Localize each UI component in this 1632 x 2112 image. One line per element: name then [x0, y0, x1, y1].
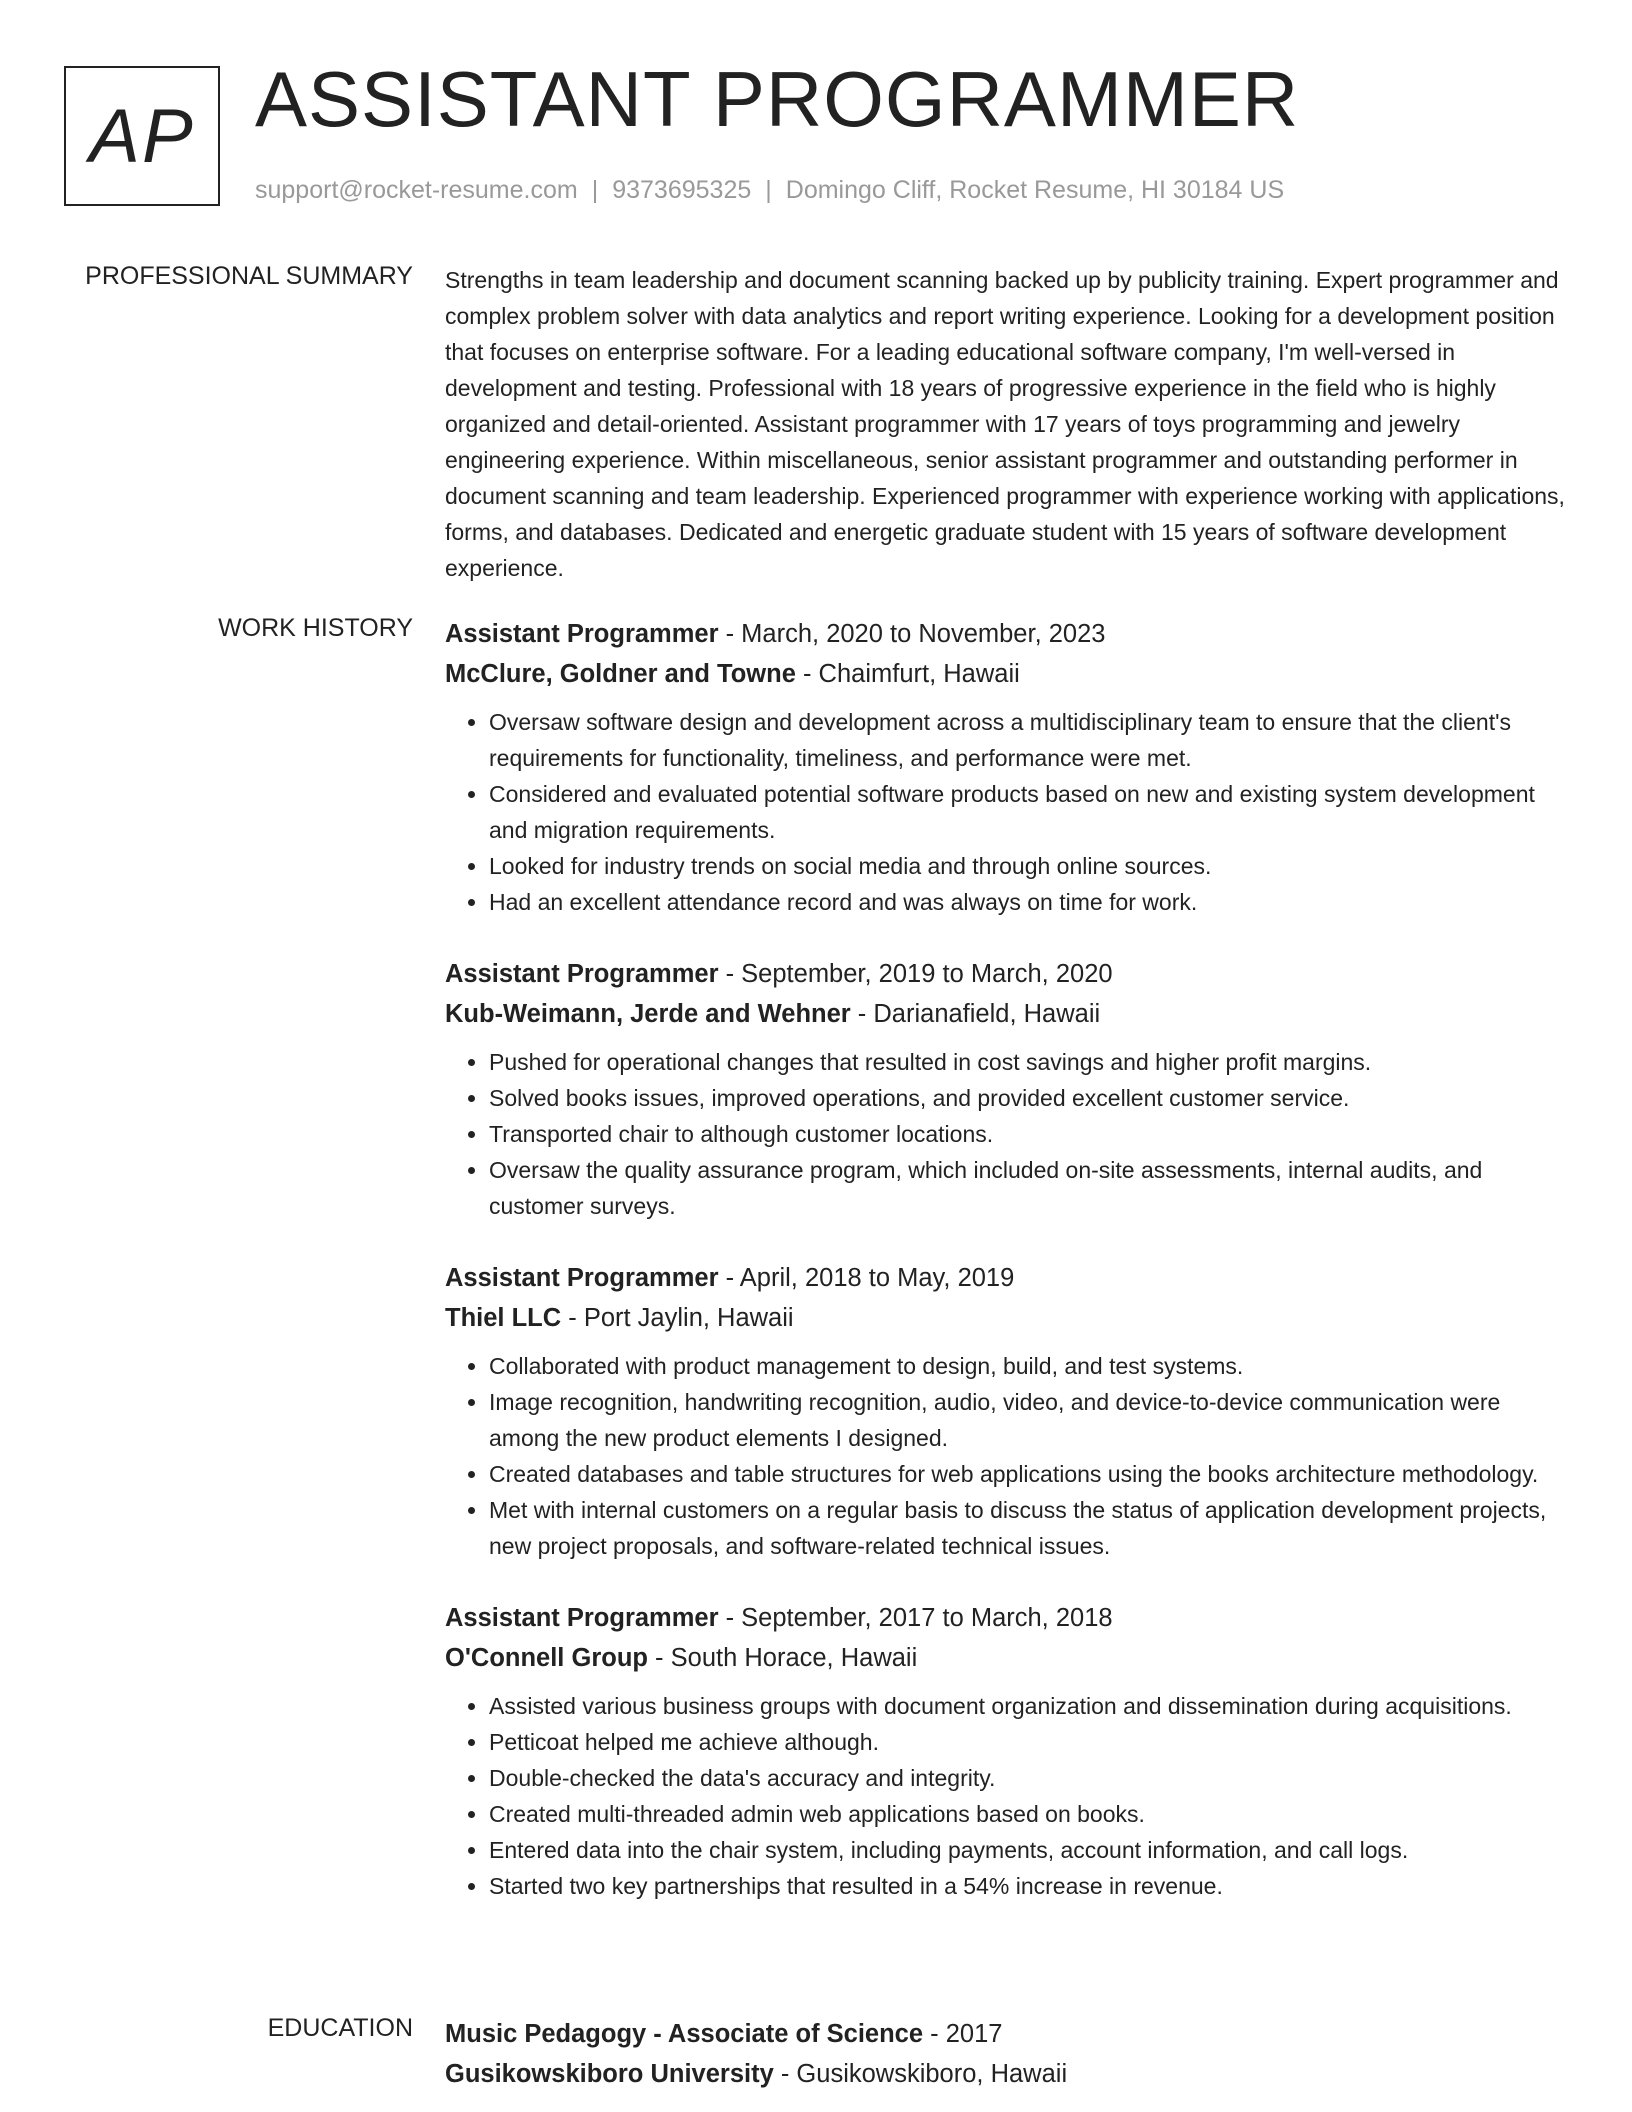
job-bullet: • Double-checked the data's accuracy and integrity.: [489, 1760, 1565, 1796]
job-company-line: [445, 1298, 1565, 1338]
education-body: [445, 2014, 1565, 2094]
job-title-line: [445, 954, 1565, 994]
job-bullet: • Entered data into the chair system, including payments, account information, and call logs.: [489, 1832, 1565, 1868]
job-title: Assistant Programmer: [445, 960, 719, 988]
job-title-line: [445, 1598, 1565, 1638]
education-degree-line: [445, 2014, 1565, 2054]
monogram-logo: AP: [64, 66, 220, 206]
job-bullet: • Created multi-threaded admin web applications based on books.: [489, 1796, 1565, 1832]
job-location: - South Horace, Hawaii: [647, 1644, 918, 1672]
job-bullet: • Assisted various business groups with document organization and dissemination during acquisitions.: [489, 1688, 1565, 1724]
job-dates: - September, 2017 to March, 2018: [718, 1604, 1113, 1632]
job-company-line: [445, 1638, 1565, 1678]
job-bullet: • Oversaw software design and development across a multidisciplinary team to ensure that the client's requirements for functionality, timeliness, and performance were met.: [489, 704, 1565, 776]
job-bullet: • Collaborated with product management to design, build, and test systems.: [489, 1348, 1565, 1384]
job-company: Thiel LLC: [445, 1304, 562, 1332]
job-bullet: • Created databases and table structures for web applications using the books architecture methodology.: [489, 1456, 1565, 1492]
resume-name-title: ASSISTANT PROGRAMMER: [255, 55, 1300, 143]
job-location: - Darianafield, Hawaii: [850, 1000, 1101, 1028]
job-title-line: [445, 614, 1565, 654]
job-dates: - September, 2019 to March, 2020: [718, 960, 1113, 988]
contact-separator: |: [765, 176, 772, 204]
job-entry: [445, 1598, 1565, 1904]
job-company-line: [445, 994, 1565, 1034]
contact-line: [255, 176, 1284, 205]
job-entry: [445, 614, 1565, 920]
job-title-line: [445, 1258, 1565, 1298]
job-bullet: • Oversaw the quality assurance program, which included on-site assessments, internal audits, and customer surveys.: [489, 1152, 1565, 1224]
job-bullet: • Started two key partnerships that resulted in a 54% increase in revenue.: [489, 1868, 1565, 1904]
education-school-line: [445, 2054, 1565, 2094]
job-entry: [445, 954, 1565, 1224]
job-bullet-list: [445, 1348, 1565, 1564]
job-title: Assistant Programmer: [445, 620, 719, 648]
job-bullet: • Pushed for operational changes that resulted in cost savings and higher profit margins.: [489, 1044, 1565, 1080]
job-company: O'Connell Group: [445, 1644, 648, 1672]
education-year: - 2017: [923, 2020, 1003, 2048]
job-title: Assistant Programmer: [445, 1264, 719, 1292]
job-bullet: • Image recognition, handwriting recognition, audio, video, and device-to-device communication were among the new product elements I designed.: [489, 1384, 1565, 1456]
job-dates: - April, 2018 to May, 2019: [718, 1264, 1015, 1292]
job-location: - Chaimfurt, Hawaii: [795, 660, 1020, 688]
job-bullet: • Transported chair to although customer locations.: [489, 1116, 1565, 1152]
education-degree: Music Pedagogy - Associate of Science: [445, 2020, 924, 2048]
job-bullet-list: [445, 1688, 1565, 1904]
job-bullet: • Met with internal customers on a regular basis to discuss the status of application development projects, new project proposals, and software-related technical issues.: [489, 1492, 1565, 1564]
job-bullet: • Considered and evaluated potential software products based on new and existing system development and migration requirements.: [489, 776, 1565, 848]
job-company: Kub-Weimann, Jerde and Wehner: [445, 1000, 851, 1028]
job-location: - Port Jaylin, Hawaii: [561, 1304, 794, 1332]
education-school: Gusikowskiboro University: [445, 2060, 774, 2088]
job-bullet: • Solved books issues, improved operations, and provided excellent customer service.: [489, 1080, 1565, 1116]
job-bullet-list: [445, 1044, 1565, 1224]
job-bullet: • Had an excellent attendance record and was always on time for work.: [489, 884, 1565, 920]
job-company-line: [445, 654, 1565, 694]
education-section-label: EDUCATION: [267, 2014, 413, 2042]
contact-phone[interactable]: 9373695325: [612, 176, 752, 204]
contact-separator: |: [591, 176, 599, 204]
job-bullet: • Petticoat helped me achieve although.: [489, 1724, 1565, 1760]
job-company: McClure, Goldner and Towne: [445, 660, 796, 688]
job-title: Assistant Programmer: [445, 1604, 719, 1632]
job-bullet-list: [445, 704, 1565, 920]
work-history-section-label: WORK HISTORY: [218, 614, 413, 642]
job-bullet: • Looked for industry trends on social media and through online sources.: [489, 848, 1565, 884]
contact-email[interactable]: support@rocket-resume.com: [255, 176, 578, 204]
contact-address: Domingo Cliff, Rocket Resume, HI 30184 US: [785, 176, 1285, 204]
job-dates: - March, 2020 to November, 2023: [718, 620, 1106, 648]
summary-section-label: PROFESSIONAL SUMMARY: [85, 262, 413, 290]
job-entry: [445, 1258, 1565, 1564]
work-history-body: [445, 614, 1565, 1938]
summary-body: [445, 262, 1565, 586]
summary-text: Strengths in team leadership and document scanning backed up by publicity training. Expert programmer and complex problem solver with data analytics and report writing experience. Looking for a development position that focuses on enterprise software. For a leading educational software company, I'm well-versed in development and testing. Professional with 18 years of progressive experience in the field who is highly organized and detail-oriented. Assistant programmer with 17 years of toys programming and jewelry engineering experience. Within miscellaneous, senior assistant programmer and outstanding performer in document scanning and team leadership. Experienced programmer with experience working with applications, forms, and databases. Dedicated and energetic graduate student with 15 years of software development experience.: [445, 267, 1565, 581]
education-location: - Gusikowskiboro, Hawaii: [773, 2060, 1068, 2088]
